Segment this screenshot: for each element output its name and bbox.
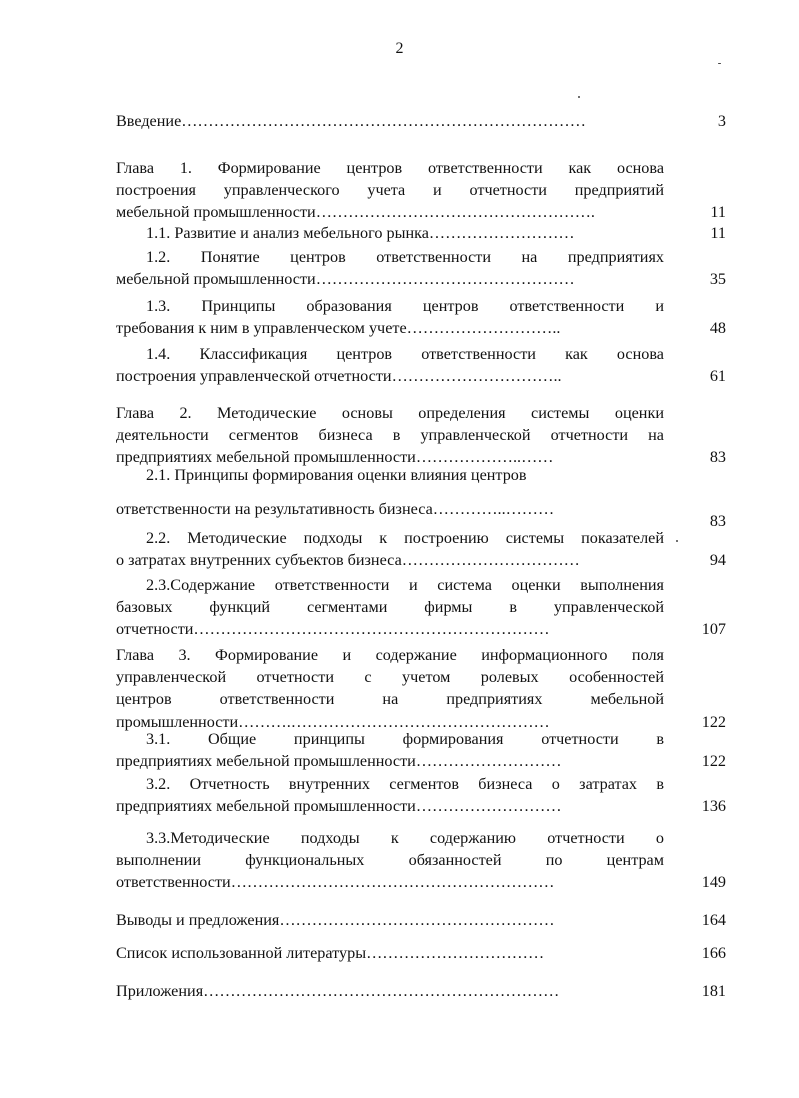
toc-entry-title xyxy=(116,527,664,571)
toc-entry-line: отчетности………………………………………………………… xyxy=(116,620,550,639)
toc-entry-line: мебельной промышленности………………………………………… xyxy=(116,270,575,289)
toc-entry-s3_2 xyxy=(116,773,726,817)
toc-entry-title xyxy=(116,246,664,290)
toc-entry-s2_1a xyxy=(116,464,726,486)
toc-entry-page: 48 xyxy=(709,319,726,338)
toc-entry-ch2 xyxy=(116,402,726,469)
toc-entry-page: 136 xyxy=(701,797,726,816)
toc-entry-s3_1 xyxy=(116,728,726,772)
toc-entry-title xyxy=(116,574,664,641)
toc-entry-page: 11 xyxy=(710,224,726,242)
scan-speck xyxy=(578,96,580,98)
toc-entry-page: 122 xyxy=(701,752,726,771)
toc-entry-intro xyxy=(116,110,726,132)
toc-entry-line: требования к ним в управленческом учете……………………….. xyxy=(116,319,561,338)
toc-entry-line: предприятиях мебельной промышленности……………………… xyxy=(116,752,562,771)
toc-entry-line: ответственности на результативность бизнеса…………..……… xyxy=(116,500,555,518)
toc-entry-page: 83 xyxy=(709,448,726,467)
toc-entry-title xyxy=(116,110,664,132)
toc-entry-page: 11 xyxy=(710,203,726,222)
toc-entry-s3_3 xyxy=(116,827,726,894)
toc-entry-page: 149 xyxy=(701,873,726,892)
toc-entry-line: 3.1. Общие принципы формирования отчетности в xyxy=(146,730,664,748)
toc-entry-page: 83 xyxy=(709,512,726,530)
toc-entry-line: 2.1. Принципы формирования оценки влияния центров xyxy=(146,466,527,484)
toc-entry-line: центров ответственности на предприятиях мебельной xyxy=(116,690,664,709)
toc-entry-appx xyxy=(116,980,726,1002)
toc-entry-page: 166 xyxy=(701,944,726,962)
toc-entry-line: предприятиях мебельной промышленности……………………… xyxy=(116,797,562,816)
toc-entry-line: Глава 2. Методические основы определения системы оценки xyxy=(116,404,664,422)
toc-entry-title xyxy=(116,942,664,964)
toc-entry-title xyxy=(116,222,664,244)
toc-entry-page: 107 xyxy=(701,620,726,639)
toc-entry-ch3 xyxy=(116,644,726,733)
toc-entry-page: 164 xyxy=(701,911,726,929)
toc-entry-title xyxy=(116,909,664,931)
toc-entry-refs xyxy=(116,942,726,964)
toc-entry-title xyxy=(116,728,664,772)
toc-entry-line: промышленности……….………………………………………… xyxy=(116,712,550,731)
toc-entry-line: Выводы и предложения…………………………………………… xyxy=(116,911,555,929)
toc-entry-line: выполнении функциональных обязанностей по центрам xyxy=(116,851,664,870)
toc-entry-s1_4 xyxy=(116,343,726,387)
toc-entry-line: построения управленческой отчетности………………………….. xyxy=(116,367,562,386)
toc-entry-concl xyxy=(116,909,726,931)
scan-speck xyxy=(718,63,721,64)
toc-entry-title xyxy=(116,157,664,224)
toc-entry-line: 3.2. Отчетность внутренних сегментов бизнеса о затратах в xyxy=(146,775,664,793)
toc-entry-line: предприятиях мебельной промышленности………………..…… xyxy=(116,448,554,467)
toc-entry-line: мебельной промышленности……………………………………………. xyxy=(116,203,595,222)
toc-entry-line: управленческой отчетности с учетом ролевых особенностей xyxy=(116,668,664,687)
toc-entry-title xyxy=(116,644,664,733)
toc-entry-line: 3.3.Методические подходы к содержанию отчетности о xyxy=(146,829,664,847)
toc-entry-line: Глава 1. Формирование центров ответственности как основа xyxy=(116,159,664,177)
toc-entry-title xyxy=(116,343,664,387)
toc-entry-line: Введение………………………………………………………………… xyxy=(116,112,586,130)
toc-entry-title xyxy=(116,827,664,894)
toc-entry-s2_2 xyxy=(116,527,726,571)
toc-entry-line: деятельности сегментов бизнеса в управленческой отчетности на xyxy=(116,426,664,445)
toc-entry-title xyxy=(116,773,664,817)
toc-entry-line: 1.2. Понятие центров ответственности на предприятиях xyxy=(146,248,664,266)
toc-entry-page: 122 xyxy=(701,712,726,731)
toc-entry-line: Глава 3. Формирование и содержание информационного поля xyxy=(116,646,664,664)
toc-entry-title xyxy=(116,980,664,1002)
toc-entry-line: 1.1. Развитие и анализ мебельного рынка……………………… xyxy=(146,224,575,242)
toc-entry-line: 1.4. Классификация центров ответственности как основа xyxy=(146,345,664,363)
page-number: 2 xyxy=(395,40,404,57)
toc-entry-ch1 xyxy=(116,157,726,224)
toc-entry-s1_1 xyxy=(116,222,726,244)
toc-entry-title xyxy=(116,498,664,520)
toc-entry-page: 94 xyxy=(709,551,726,570)
toc-entry-line: построения управленческого учета и отчетности предприятий xyxy=(116,181,664,200)
toc-entry-line: ответственности…………………………………………………… xyxy=(116,873,555,892)
toc-entry-line: Приложения………………………………………………………… xyxy=(116,982,560,1000)
toc-entry-s1_2 xyxy=(116,246,726,290)
toc-entry-line: базовых функций сегментами фирмы в управленческой xyxy=(116,598,664,617)
toc-entry-line: 2.2. Методические подходы к построению системы показателей xyxy=(146,529,664,547)
toc-entry-s1_3 xyxy=(116,295,726,339)
toc-entry-s2_1b xyxy=(116,498,726,530)
toc-entry-page: 3 xyxy=(717,112,726,130)
toc-entry-line: 1.3. Принципы образования центров ответственности и xyxy=(146,297,664,315)
toc-entry-page: 181 xyxy=(701,982,726,1000)
toc-entry-line: о затратах внутренних субъектов бизнеса…………………………… xyxy=(116,551,580,570)
toc-entry-s2_3 xyxy=(116,574,726,641)
toc-entry-title xyxy=(116,295,664,339)
toc-entry-line: 2.3.Содержание ответственности и система оценки выполнения xyxy=(146,576,664,594)
toc-entry-title xyxy=(116,402,664,469)
toc-entry-line: Список использованной литературы…………………………… xyxy=(116,944,545,962)
toc-entry-title xyxy=(116,464,664,486)
toc-entry-page: 61 xyxy=(709,367,726,386)
toc-entry-page: 35 xyxy=(709,270,726,289)
